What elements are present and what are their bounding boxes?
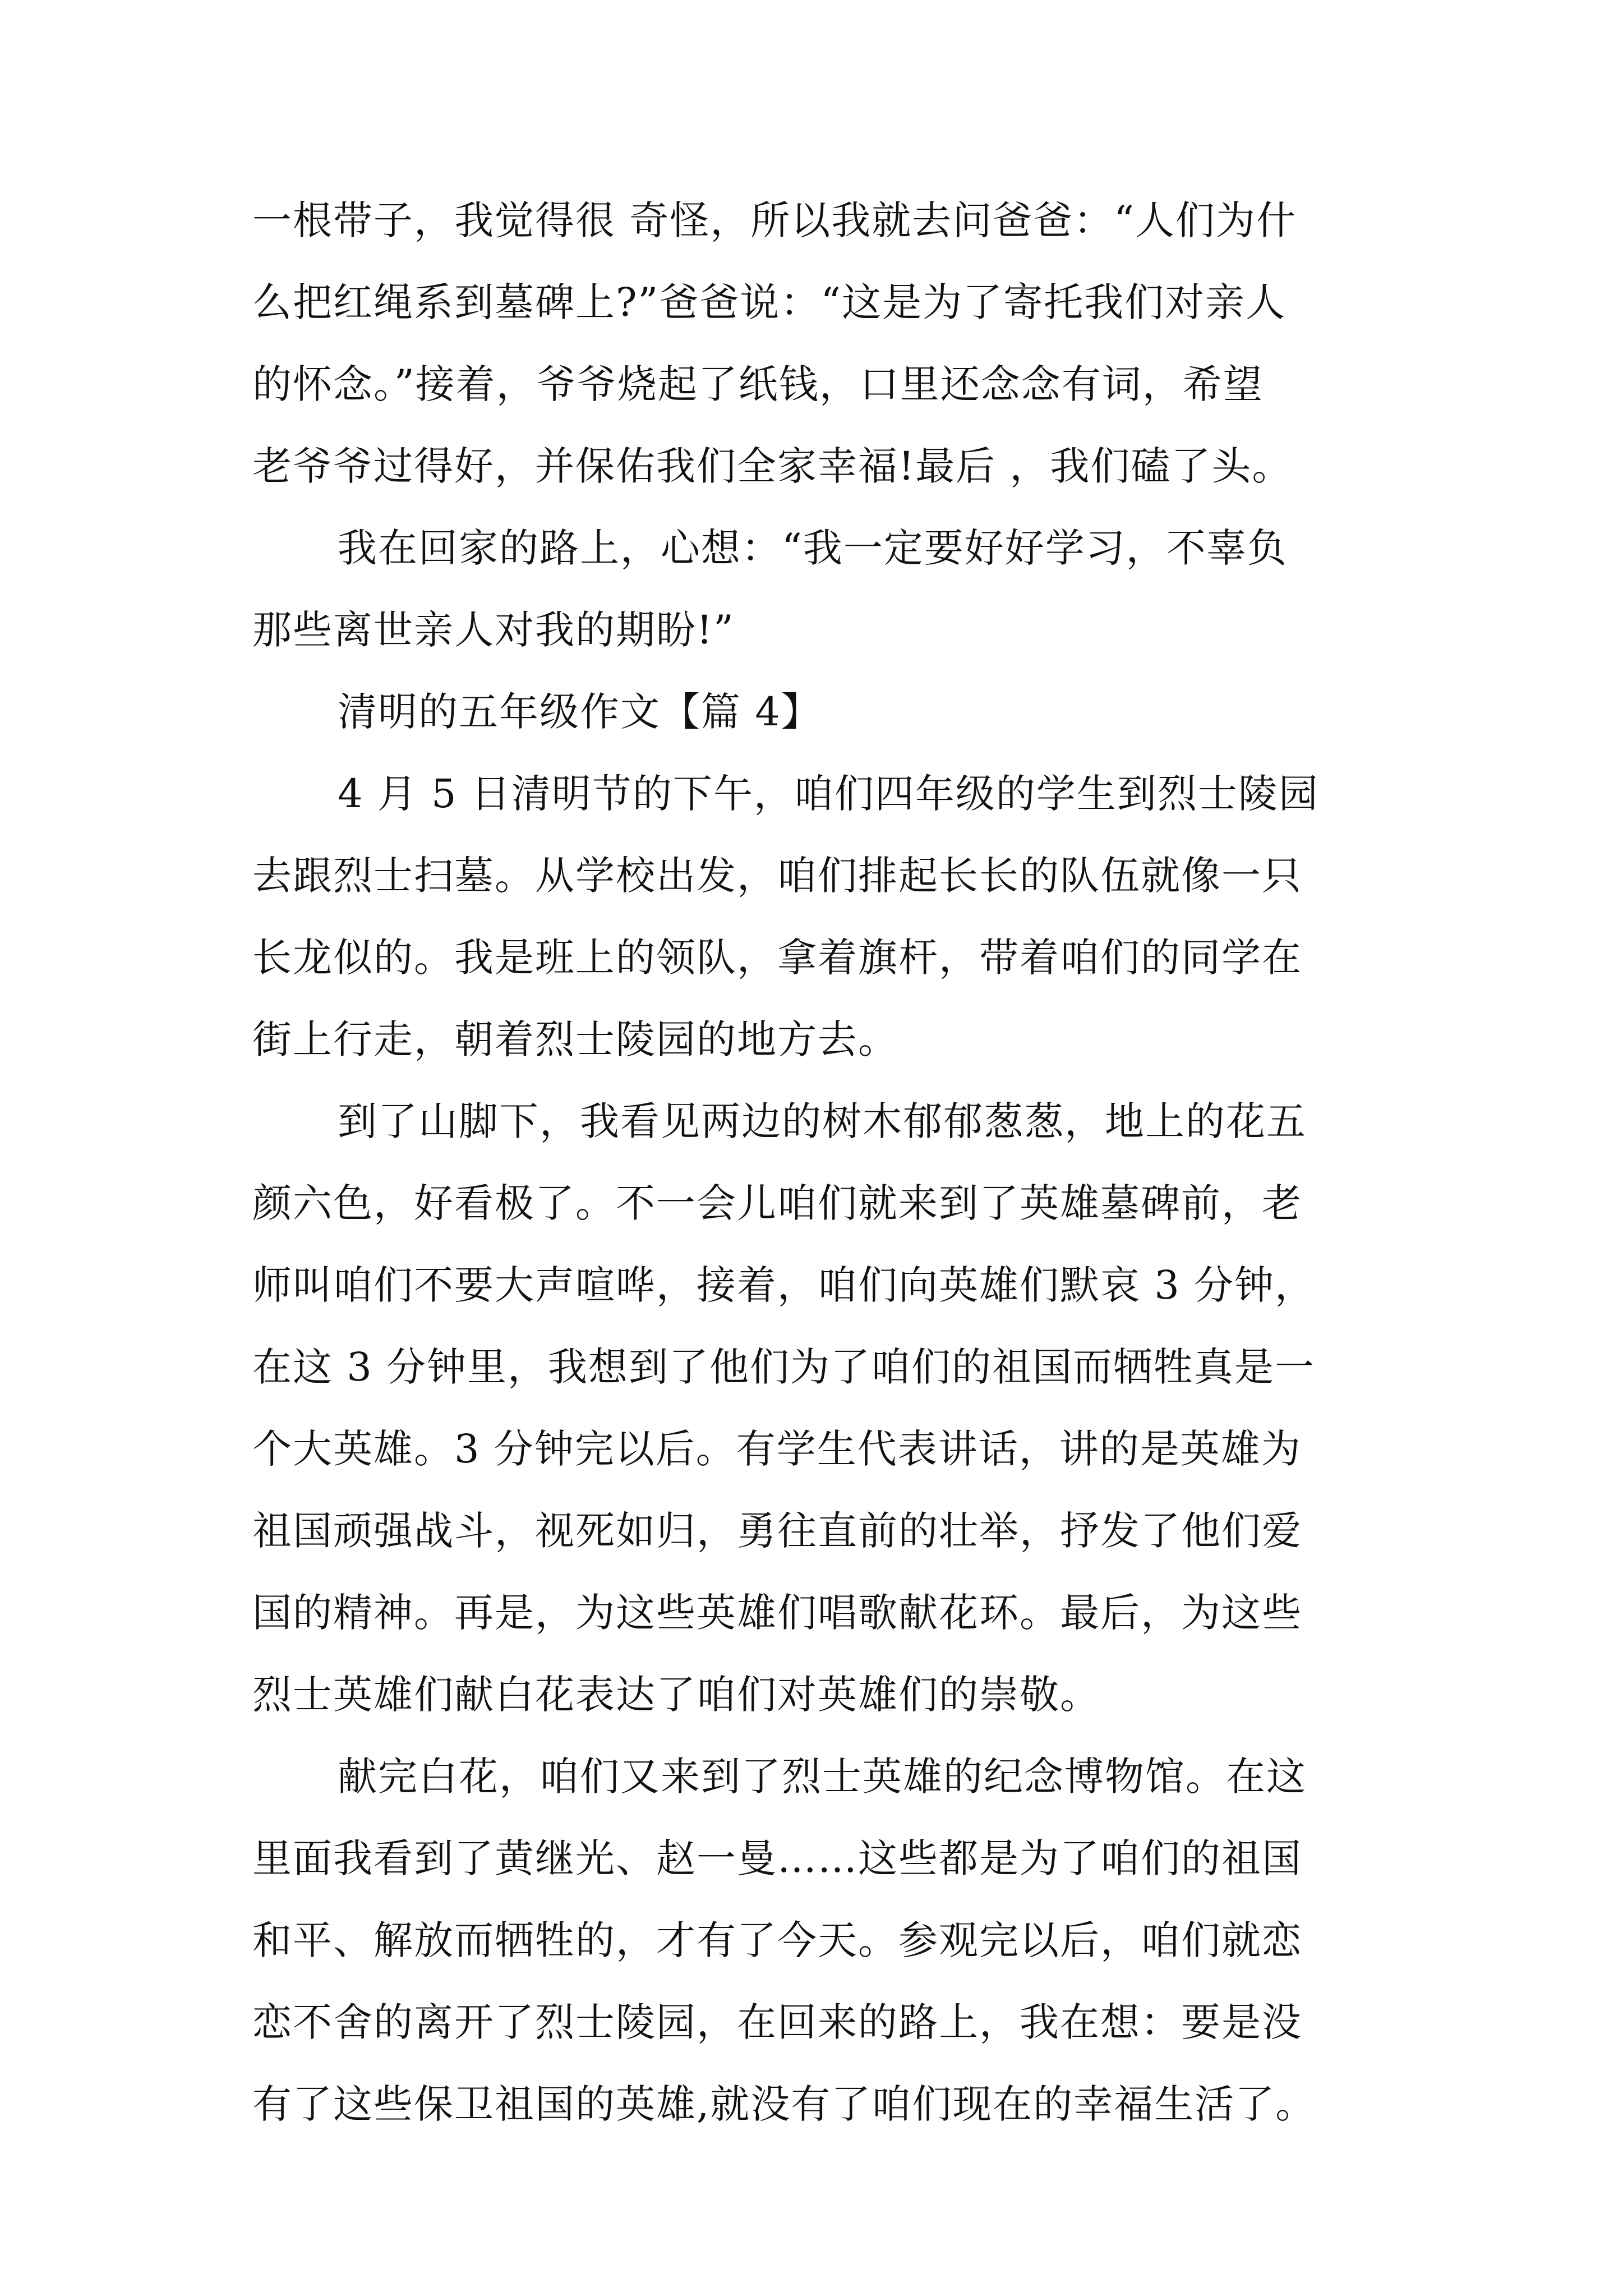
text-line: 么把红绳系到墓碑上?”爸爸说：“这是为了寄托我们对亲人	[252, 279, 1287, 325]
text-line: 在这 3 分钟里，我想到了他们为了咱们的祖国而牺牲真是一	[252, 1344, 1316, 1390]
text-line: 老爷爷过得好，并保佑我们全家幸福!最后 ，我们磕了头。	[252, 443, 1293, 489]
text-line: 颜六色，好看极了。不一会儿咱们就来到了英雄墓碑前，老	[252, 1180, 1302, 1226]
section-heading: 清明的五年级作文【篇 4】	[338, 689, 822, 735]
paragraph-start-line: 我在回家的路上，心想：“我一定要好好学习，不辜负	[338, 525, 1288, 571]
text-line: 祖国顽强战斗，视死如归，勇往直前的壮举，抒发了他们爱	[252, 1508, 1302, 1554]
text-line: 恋不舍的离开了烈士陵园，在回来的路上，我在想：要是没	[252, 1999, 1302, 2045]
text-line: 去跟烈士扫墓。从学校出发，咱们排起长长的队伍就像一只	[252, 853, 1302, 899]
paragraph-start-line: 献完白花，咱们又来到了烈士英雄的纪念博物馆。在这	[338, 1754, 1307, 1800]
text-line: 国的精神。再是，为这些英雄们唱歌献花环。最后，为这些	[252, 1590, 1302, 1636]
text-line: 和平、解放而牺牲的，才有了今天。参观完以后，咱们就恋	[252, 1917, 1302, 1963]
paragraph-start-line: 4 月 5 日清明节的下午，咱们四年级的学生到烈士陵园	[338, 771, 1319, 817]
text-line: 那些离世亲人对我的期盼!”	[252, 607, 735, 653]
text-line: 街上行走，朝着烈士陵园的地方去。	[252, 1016, 898, 1062]
text-line: 里面我看到了黄继光、赵一曼……这些都是为了咱们的祖国	[252, 1835, 1302, 1881]
text-line: 一根带子，我觉得很 奇怪，所以我就去问爸爸：“人们为什	[252, 197, 1297, 243]
essay-body	[252, 180, 1380, 2145]
text-line: 的怀念。”接着，爷爷烧起了纸钱，口里还念念有词，希望	[252, 361, 1264, 407]
text-line: 有了这些保卫祖国的英雄,就没有了咱们现在的幸福生活了。	[252, 2081, 1316, 2127]
text-line: 长龙似的。我是班上的领队，拿着旗杆，带着咱们的同学在	[252, 935, 1302, 981]
text-line: 个大英雄。3 分钟完以后。有学生代表讲话，讲的是英雄为	[252, 1426, 1302, 1472]
text-line: 师叫咱们不要大声喧哗，接着，咱们向英雄们默哀 3 分钟，	[252, 1262, 1316, 1308]
paragraph-start-line: 到了山脚下，我看见两边的树木郁郁葱葱，地上的花五	[338, 1098, 1307, 1144]
text-line: 烈士英雄们献白花表达了咱们对英雄们的崇敬。	[252, 1672, 1100, 1718]
